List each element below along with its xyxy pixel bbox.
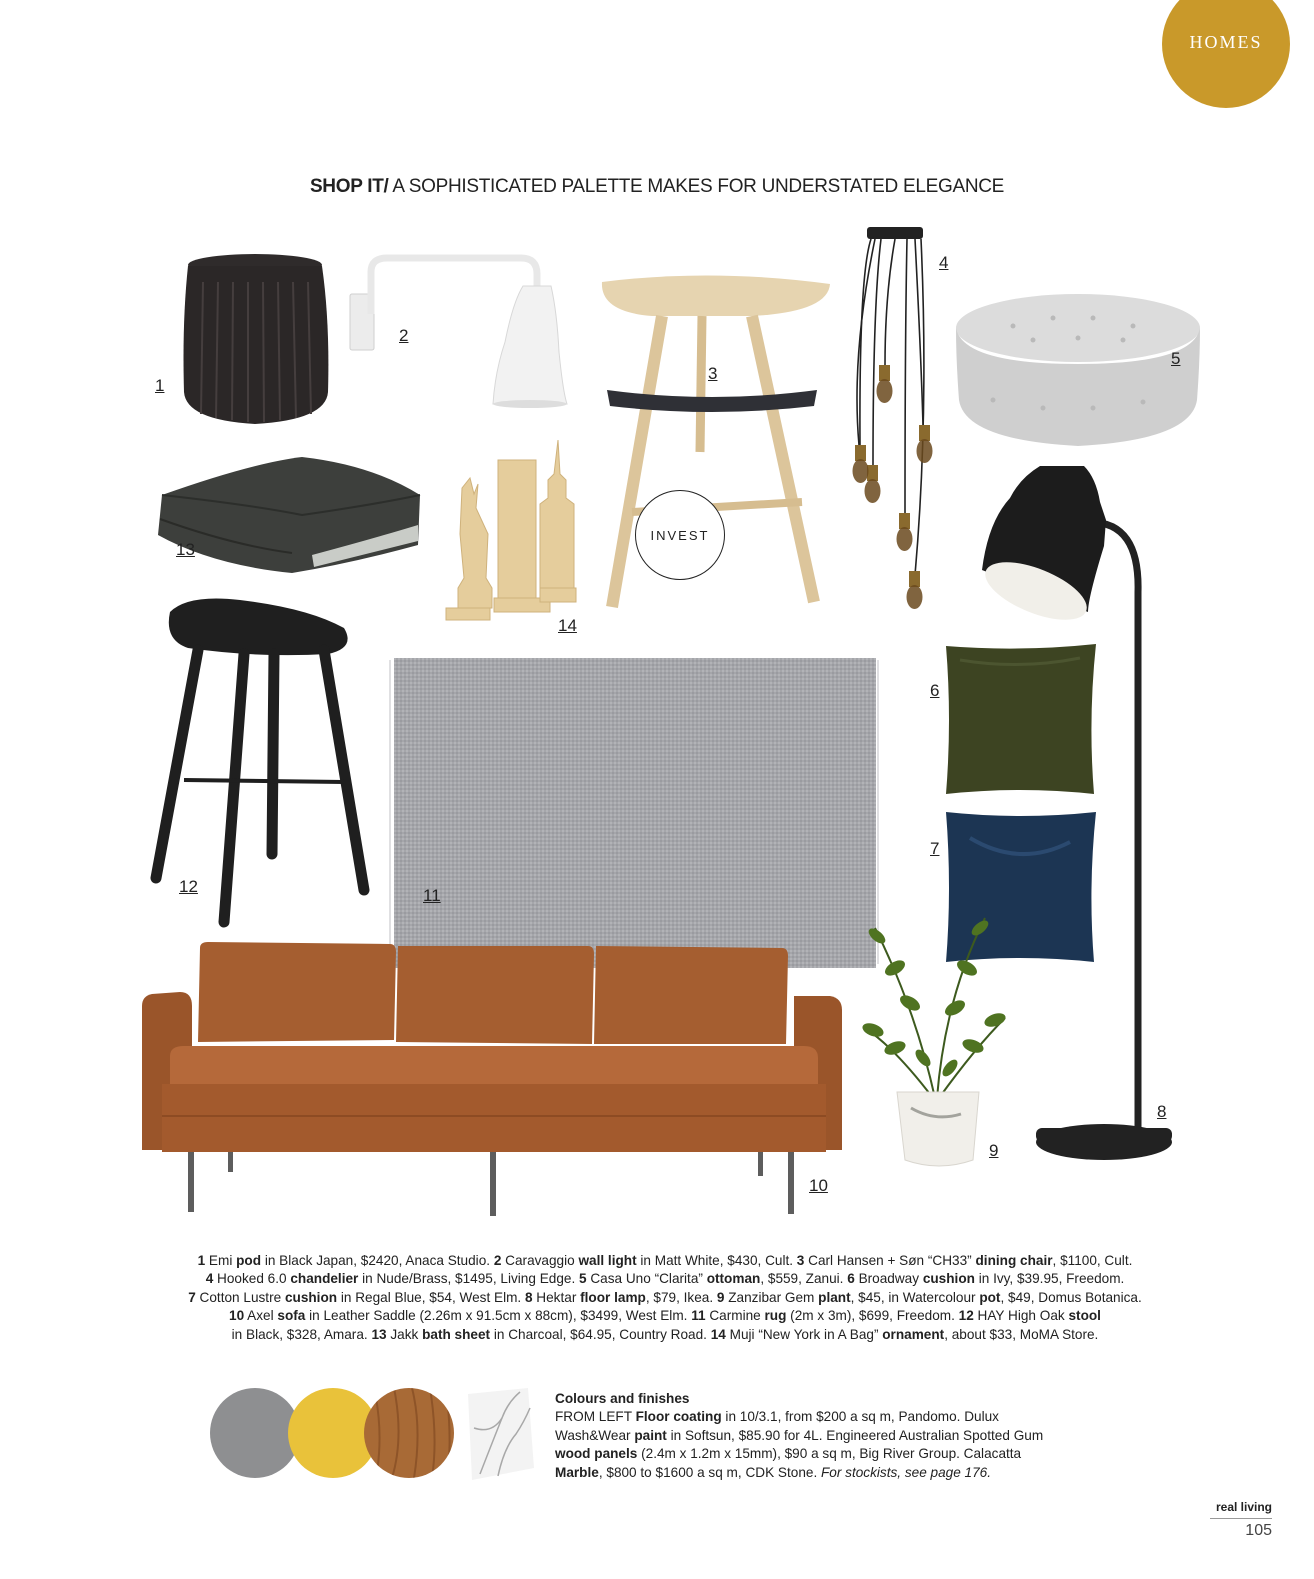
colours-and-finishes [555,1390,1115,1482]
swatch-marble [458,1388,534,1478]
text-run: in 10/3.1, from $200 a sq m, Pandomo. Dulux [721,1409,999,1425]
text-run: Broadway [854,1271,923,1287]
bold-text: chandelier [290,1271,359,1287]
text-run: Carmine [705,1308,765,1324]
bold-text: ornament [882,1326,945,1342]
bold-text: dining chair [975,1253,1053,1268]
bold-text: 10 [229,1308,245,1324]
bold-text: pot [979,1289,1001,1305]
bold-text: bath sheet [422,1326,491,1342]
text-run: Cotton Lustre [195,1289,285,1305]
bold-text: ottoman [706,1271,761,1287]
bold-text: paint [634,1427,667,1443]
bold-text: 8 [524,1289,533,1305]
item-number-4: 4 [939,253,949,272]
item-number-6: 6 [930,681,940,700]
item-number-11: 11 [423,886,441,905]
pod-image [178,252,338,432]
text-run: Hooked 6.0 [213,1271,291,1287]
text-run: Emi [205,1253,237,1268]
item-number-10: 10 [809,1176,828,1195]
text-run: Wash&Wear [555,1427,635,1443]
text-run: Carl Hansen + Søn “CH33” [804,1253,976,1268]
text-run: in Charcoal, $64.95, Country Road. [490,1326,711,1342]
text-run: in Black, $328, Amara. [231,1326,372,1342]
bold-text: wall light [578,1253,637,1268]
text-run: , about $33, MoMA Store. [944,1326,1099,1342]
bath-sheet-image [152,455,427,580]
bold-text: Marble [555,1464,599,1480]
footer-divider [1210,1518,1272,1519]
page-number: 105 [1245,1522,1272,1539]
text-run: Caravaggio [501,1253,579,1268]
item-number-2: 2 [399,326,409,345]
text-run: in Nude/Brass, $1495, Living Edge. [358,1271,580,1287]
marble-vein-pattern [458,1388,534,1480]
swatch-floor-coating [210,1388,300,1478]
item-number-12: 12 [179,877,198,896]
bold-text: sofa [277,1308,306,1324]
text-run: in Leather Saddle (2.26m x 91.5cm x 88cm), $3499, West Elm. [305,1308,692,1324]
text-run: in Regal Blue, $54, West Elm. [337,1289,525,1305]
bold-text: 3 [796,1253,805,1268]
bold-text: 4 [205,1271,214,1287]
bold-text: stool [1068,1308,1101,1324]
text-run: Casa Uno “Clarita” [586,1271,707,1287]
bold-text: Floor coating [635,1409,722,1425]
chandelier-image [845,215,945,620]
bold-text: Colours and finishes [555,1391,690,1406]
bold-text: wood panels [555,1446,638,1462]
item-number-14: 14 [558,616,577,635]
text-run: Zanzibar Gem [724,1289,819,1305]
bold-text: floor lamp [580,1289,646,1305]
page-title [0,176,1314,198]
text-run: , $45, in Watercolour [850,1289,980,1305]
item-number-13: 13 [176,540,195,559]
text-run: Axel [244,1308,278,1324]
item-number-3: 3 [708,364,718,383]
bold-text: 14 [710,1326,726,1342]
product-caption [130,1252,1200,1344]
text-run: HAY High Oak [973,1308,1069,1324]
bold-text: 11 [691,1308,706,1324]
text-run: Muji “New York in A Bag” [725,1326,883,1342]
sofa-image [140,940,850,1220]
headline-lead: SHOP IT/ [309,176,389,197]
text-run: , $559, Zanui. [760,1271,848,1287]
bold-text: 2 [493,1253,502,1268]
item-number-5: 5 [1171,349,1181,368]
italic-text: For stockists, see page 176. [821,1464,992,1480]
bold-text: 1 [197,1253,206,1268]
bold-text: cushion [284,1289,338,1305]
swatch-wood [364,1388,454,1478]
bold-text: pod [236,1253,262,1268]
text-run: in Black Japan, $2420, Anaca Studio. [261,1253,494,1268]
bold-text: 7 [188,1289,196,1305]
bold-text: rug [764,1308,787,1324]
text-run: Hektar [532,1289,581,1305]
text-run: in Softsun, $85.90 for 4L. Engineered Australian Spotted Gum [666,1427,1044,1443]
text-run: , $800 to $1600 a sq m, CDK Stone. [598,1464,821,1480]
wood-grain-pattern [364,1388,454,1478]
plant-image [855,908,1015,1178]
text-run: (2m x 3m), $699, Freedom. [786,1308,959,1324]
text-run: Jakk [386,1326,423,1342]
text-run: , $49, Domus Botanica. [1000,1289,1142,1305]
text-run: in Ivy, $39.95, Freedom. [974,1271,1125,1287]
bold-text: 6 [847,1271,855,1287]
bold-text: 12 [958,1308,974,1324]
item-number-7: 7 [930,839,940,858]
text-run: , $79, Ikea. [645,1289,717,1305]
item-number-9: 9 [989,1141,999,1160]
bold-text: plant [818,1289,851,1305]
section-badge [1162,0,1290,108]
bold-text: cushion [922,1271,975,1287]
item-number-1: 1 [155,376,165,395]
bold-text: 13 [371,1326,387,1342]
bold-text: 5 [579,1271,587,1287]
text-run: (2.4m x 1.2m x 15mm), $90 a sq m, Big River Group. Calacatta [637,1446,1022,1462]
section-label: HOMES [1189,32,1263,52]
text-run: FROM LEFT [555,1409,636,1425]
item-number-8: 8 [1157,1102,1167,1121]
magazine-brand: real living [1215,1500,1272,1514]
ottoman-image [953,290,1208,450]
bold-text: 9 [716,1289,725,1305]
rug-image [388,656,882,972]
ornament-image [440,438,585,633]
invest-badge: INVEST [635,490,725,580]
text-run: , $1100, Cult. [1052,1253,1133,1268]
text-run: in Matt White, $430, Cult. [636,1253,797,1268]
wall-light-image [345,252,565,412]
headline-rest: A SOPHISTICATED PALETTE MAKES FOR UNDERSTATED ELEGANCE [388,176,1005,197]
